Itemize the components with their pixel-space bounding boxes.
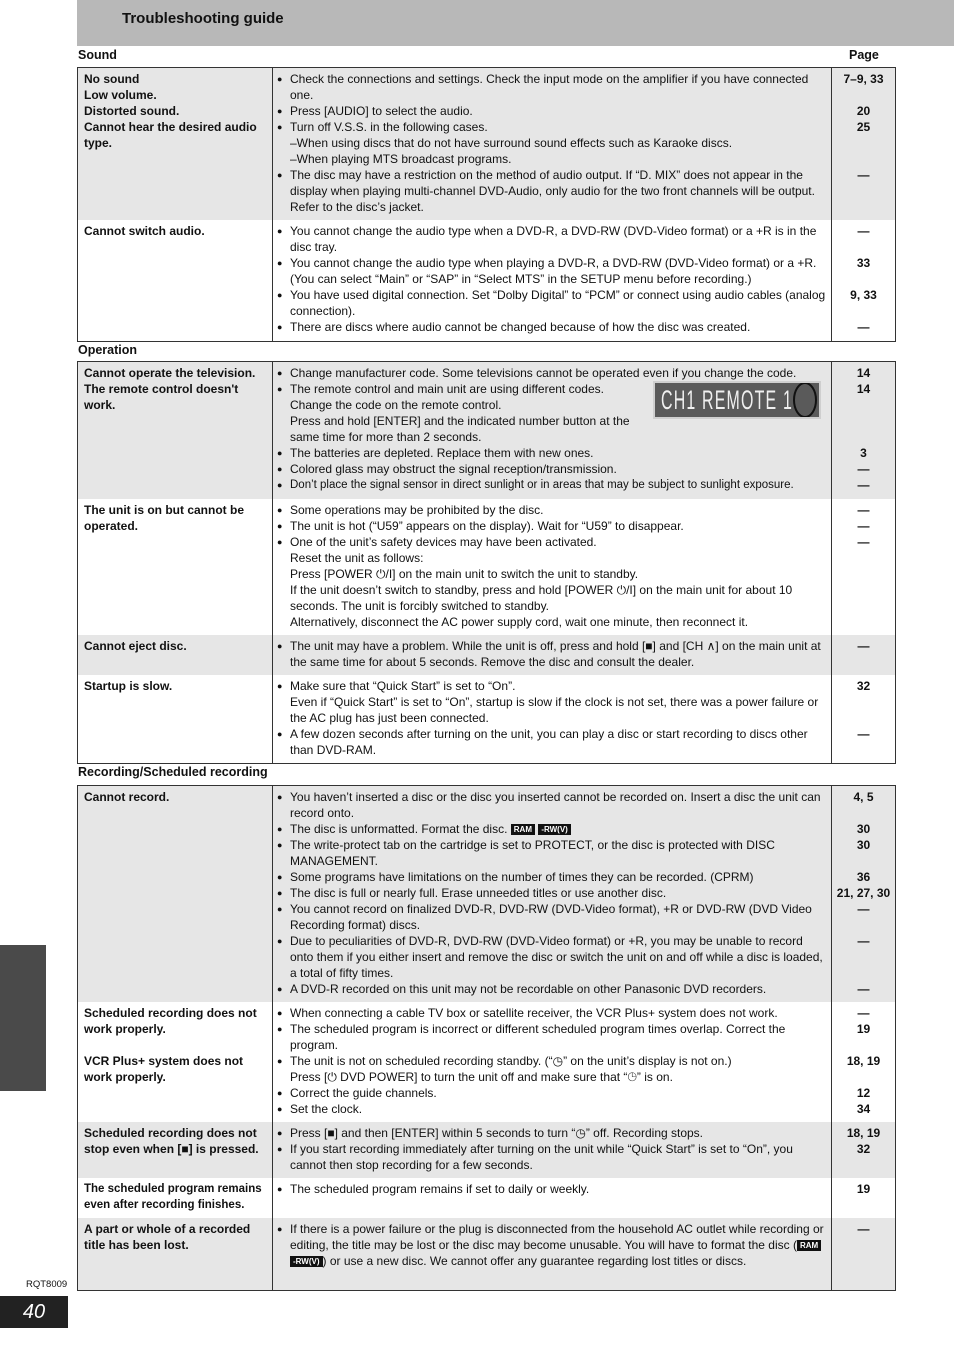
page-ref: 7–9, 33 — [843, 72, 884, 86]
page-ref: 18, 19 — [846, 1054, 881, 1068]
problem-text: The scheduled program remains even after recording finishes. — [84, 1183, 262, 1211]
ram-badge: RAM — [511, 824, 535, 835]
solution-item: ● The disc is full or nearly full. Erase unneeded titles or use another disc. — [277, 885, 827, 901]
sound-table — [77, 67, 896, 342]
page-ref: — — [857, 1222, 870, 1236]
page-ref-cell — [832, 675, 896, 764]
page-ref-cell — [832, 220, 896, 341]
solution-cell — [273, 499, 832, 635]
solution-item: ● One of the unit’s safety devices may have been activated. — [277, 534, 827, 550]
problem-cell — [78, 1002, 273, 1122]
rw-v-badge: -RW(V) — [538, 824, 571, 835]
page-ref: 12 — [856, 1086, 871, 1100]
solution-item: ● The unit is hot (“U59” appears on the display). Wait for “U59” to disappear. — [277, 518, 827, 534]
problem-cell — [78, 786, 273, 1003]
section-title-sound: Sound — [78, 48, 117, 62]
page-ref: — — [857, 902, 870, 916]
page-ref: 30 — [856, 838, 871, 852]
page-ref-cell — [832, 499, 896, 635]
solution-subitem: Press and hold [ENTER] and the indicated number button at the same time for more than 2 seconds. — [290, 414, 630, 444]
solution-subitem: Press [POWER ⏻/I] on the main unit to switch the unit to standby. — [290, 566, 639, 581]
solution-subitem: Even if “Quick Start” is set to “On”, startup is slow if the clock is not set, there was a power failure or the AC plug has just been connected. — [290, 694, 819, 725]
header-bar — [77, 0, 954, 46]
page-ref: — — [857, 478, 870, 492]
page-ref: — — [857, 1006, 870, 1020]
problem-text: Startup is slow. — [84, 678, 173, 693]
page-ref: 33 — [856, 256, 871, 270]
page-ref: 32 — [856, 1142, 871, 1156]
page-number: 40 — [0, 1296, 68, 1328]
problem-text: A part or whole of a recorded title has been lost. — [84, 1222, 251, 1252]
solution-text: If there is a power failure or the plug is disconnected from the household AC outlet while recording or editing, the title may be lost or the disc may become unusable. You will have to format the disc ( — [290, 1222, 824, 1252]
problem-cell — [78, 635, 273, 675]
solution-item: ● Press [AUDIO] to select the audio. — [277, 103, 827, 119]
solution-item: ● Don’t place the signal sensor in direct sunlight or in areas that may be subject to sunlight exposure. — [277, 477, 827, 493]
solution-item: ● Turn off V.S.S. in the following cases. — [277, 119, 827, 135]
solution-item: ● If you start recording immediately after turning on the unit while “Quick Start” is set to “On”, you cannot then stop recording for a few seconds. — [277, 1141, 827, 1173]
table-row — [78, 362, 896, 499]
table-row — [78, 220, 896, 341]
solution-item: ● You cannot record on finalized DVD-R, DVD-RW (DVD-Video format), +R or DVD-RW (DVD Video Recording format) discs. — [277, 901, 827, 933]
problem-text: Cannot hear the desired audio type. — [84, 120, 257, 150]
table-row — [78, 635, 896, 675]
page-ref-cell — [832, 635, 896, 675]
solution-item: ● You haven’t inserted a disc or the disc you inserted cannot be recorded on. Insert a disc the unit can record onto. — [277, 789, 827, 821]
problem-text: Low volume. — [84, 88, 157, 102]
page-ref: 30 — [856, 822, 871, 836]
page-ref: 36 — [856, 870, 871, 884]
page-ref: — — [857, 502, 870, 517]
table-row — [78, 499, 896, 635]
section-title-recording: Recording/Scheduled recording — [78, 765, 268, 779]
problem-cell — [78, 1218, 273, 1290]
solution-item: ● The scheduled program remains if set to daily or weekly. — [277, 1181, 827, 1197]
solution-item: ● Some programs have limitations on the number of times they can be recorded. (CPRM) — [277, 869, 827, 885]
solution-subitem: –When playing MTS broadcast programs. — [290, 152, 512, 166]
page-ref-cell — [832, 1122, 896, 1178]
page-ref: 14 — [856, 382, 871, 396]
problem-text: Cannot eject disc. — [84, 638, 187, 653]
solution-item — [277, 821, 827, 837]
solution-item: ● A DVD-R recorded on this unit may not be recordable on other Panasonic DVD recorders. — [277, 981, 827, 997]
page-ref: 9, 33 — [850, 288, 877, 302]
solution-item: ● The disc may have a restriction on the method of audio output. If “D. MIX” does not appear in the display when playing multi-channel DVD-Audio, only audio for the two front channels will be output. Refer to the disc’s jacket. — [277, 167, 827, 215]
page-ref-cell — [832, 1178, 896, 1218]
table-row — [78, 1178, 896, 1218]
problem-text: The remote control doesn't work. — [84, 382, 239, 412]
page-ref: 32 — [856, 678, 871, 693]
page-title: Troubleshooting guide — [122, 10, 284, 27]
page-ref: 3 — [860, 446, 867, 460]
problem-text: Cannot switch audio. — [84, 224, 205, 238]
solution-item: ● Colored glass may obstruct the signal reception/transmission. — [277, 461, 827, 477]
table-row — [78, 1218, 896, 1290]
page-ref-cell — [832, 786, 896, 1003]
display-text: CH1 REMOTE 1 — [661, 385, 793, 415]
page-ref: — — [857, 168, 870, 182]
solution-cell — [273, 68, 832, 221]
solution-cell — [273, 1218, 832, 1290]
page-ref: 25 — [856, 120, 871, 134]
solution-subitem: Change the code on the remote control. — [290, 398, 502, 412]
page-ref: 34 — [856, 1102, 871, 1116]
table-row — [78, 1122, 896, 1178]
page-ref: 20 — [856, 104, 871, 118]
problem-text: Scheduled recording does not stop even when [■] is pressed. — [84, 1126, 259, 1156]
solution-item: ● Press [■] and then [ENTER] within 5 seconds to turn “◷” off. Recording stops. — [277, 1125, 827, 1141]
ram-badge: RAM — [797, 1240, 821, 1251]
problem-text: The unit is on but cannot be operated. — [84, 502, 244, 533]
solution-subitem: –When using discs that do not have surround sound effects such as Karaoke discs. — [290, 136, 733, 150]
solution-item: ● You cannot change the audio type when playing a DVD-R, a DVD-RW (DVD-Video format) or a +R. (You can select “Main” or “SAP” in “Select MTS” in the SETUP menu before recording.) — [277, 255, 827, 287]
document-code: RQT8009 — [26, 1279, 68, 1290]
page-ref: 19 — [856, 1022, 871, 1036]
page-ref: 18, 19 — [846, 1126, 881, 1140]
problem-cell — [78, 675, 273, 764]
page-ref: — — [857, 534, 870, 549]
solution-item: ● Make sure that “Quick Start” is set to “On”. — [277, 678, 827, 694]
recording-table — [77, 785, 896, 1291]
problem-cell — [78, 1122, 273, 1178]
page-ref: 4, 5 — [853, 790, 874, 804]
page-ref: 19 — [856, 1182, 871, 1196]
solution-cell — [273, 220, 832, 341]
problem-cell — [78, 362, 273, 499]
page-ref-cell — [832, 362, 896, 499]
solution-cell — [273, 675, 832, 764]
solution-cell — [273, 1178, 832, 1218]
solution-item: ● Change manufacturer code. Some televisions cannot be operated even if you change the code. — [277, 365, 827, 381]
problem-text: Scheduled recording does not work properly. — [84, 1006, 257, 1036]
solution-subitem: Press [⏻ DVD POWER] to turn the unit off and make sure that “◷” is on. — [290, 1070, 673, 1084]
solution-subitem: Reset the unit as follows: — [290, 550, 424, 565]
page-ref: — — [857, 518, 870, 533]
page-ref: 21, 27, 30 — [836, 886, 891, 900]
solution-cell — [273, 362, 832, 499]
solution-cell — [273, 1122, 832, 1178]
table-row — [78, 675, 896, 764]
page-column-label: Page — [849, 48, 879, 62]
table-row — [78, 68, 896, 221]
solution-item: ● You cannot change the audio type when a DVD-R, a DVD-RW (DVD-Video format) or a +R is in the disc tray. — [277, 223, 827, 255]
solution-item: ● The scheduled program is incorrect or different scheduled program times overlap. Correct the program. — [277, 1021, 827, 1053]
solution-item: ● Set the clock. — [277, 1101, 827, 1117]
page-ref-cell — [832, 1218, 896, 1290]
problem-text: Distorted sound. — [84, 104, 180, 118]
solution-item: ● Due to peculiarities of DVD-R, DVD-RW (DVD-Video format) or +R, you may be unable to record onto them if you either insert and remove the disc or switch the unit on and off while a disc is loaded, a total of fifty times. — [277, 933, 827, 981]
solution-item: ● Check the connections and settings. Check the input mode on the amplifier if you have connected one. — [277, 71, 827, 103]
table-row — [78, 1002, 896, 1122]
page-ref: 14 — [856, 366, 871, 380]
solution-item — [277, 1221, 827, 1269]
solution-item: ● Correct the guide channels. — [277, 1085, 827, 1101]
page-ref: — — [857, 320, 870, 334]
page-ref-cell — [832, 68, 896, 221]
page-ref: — — [857, 224, 870, 238]
problem-text: No sound — [84, 72, 140, 86]
solution-subitem: If the unit doesn’t switch to standby, press and hold [POWER ⏻/I] on the main unit for about 10 seconds. The unit is forcibly switched to standby. — [290, 582, 793, 613]
solution-item: ● The unit may have a problem. While the unit is off, press and hold [■] and [CH ∧] on the main unit at the same time for about 5 seconds. Remove the disc and consult the dealer. — [277, 638, 827, 670]
problem-cell — [78, 499, 273, 635]
page-ref: — — [857, 982, 870, 996]
problem-cell — [78, 220, 273, 341]
table-row — [78, 786, 896, 1003]
page-ref: — — [857, 934, 870, 948]
section-title-operation: Operation — [78, 343, 138, 357]
solution-cell — [273, 635, 832, 675]
solution-item: ● The write-protect tab on the cartridge is set to PROTECT, or the disc is protected with DISC MANAGEMENT. — [277, 837, 827, 869]
solution-item: ● A few dozen seconds after turning on the unit, you can play a disc or start recording to discs other than DVD-RAM. — [277, 726, 827, 758]
reference-side-tab — [0, 945, 46, 1091]
solution-subitem: Alternatively, disconnect the AC power supply cord, wait one minute, then reconnect it. — [290, 614, 749, 629]
problem-text: VCR Plus+ system does not work properly. — [84, 1054, 244, 1084]
problem-text: Cannot record. — [84, 790, 170, 804]
rw-v-badge: -RW(V) — [290, 1256, 323, 1267]
page-ref-cell — [832, 1002, 896, 1122]
solution-cell — [273, 786, 832, 1003]
problem-cell — [78, 1178, 273, 1218]
problem-cell — [78, 68, 273, 221]
solution-item: ● There are discs where audio cannot be changed because of how the disc was created. — [277, 319, 827, 335]
solution-item: ● The unit is not on scheduled recording standby. (“◷” on the unit’s display is not on.) — [277, 1053, 827, 1069]
page-ref: — — [857, 726, 870, 741]
solution-item: ● The batteries are depleted. Replace them with new ones. — [277, 445, 827, 461]
problem-text: Cannot operate the television. — [84, 366, 256, 380]
page-ref: — — [857, 638, 870, 653]
operation-table — [77, 361, 896, 764]
solution-cell — [273, 1002, 832, 1122]
solution-text: ) or use a new disc. We cannot offer any guarantee regarding lost titles or discs. — [322, 1254, 747, 1268]
solution-item: ● Some operations may be prohibited by the disc. — [277, 502, 827, 518]
solution-item: ● The remote control and main unit are using different codes. — [277, 381, 827, 397]
solution-text: The disc is unformatted. Format the disc. — [290, 822, 508, 836]
solution-item: ● You have used digital connection. Set “Dolby Digital” to “PCM” or connect using audio cables (analog connection). — [277, 287, 827, 319]
page-ref: — — [857, 462, 870, 476]
solution-item: ● When connecting a cable TV box or satellite receiver, the VCR Plus+ system does not work. — [277, 1005, 827, 1021]
